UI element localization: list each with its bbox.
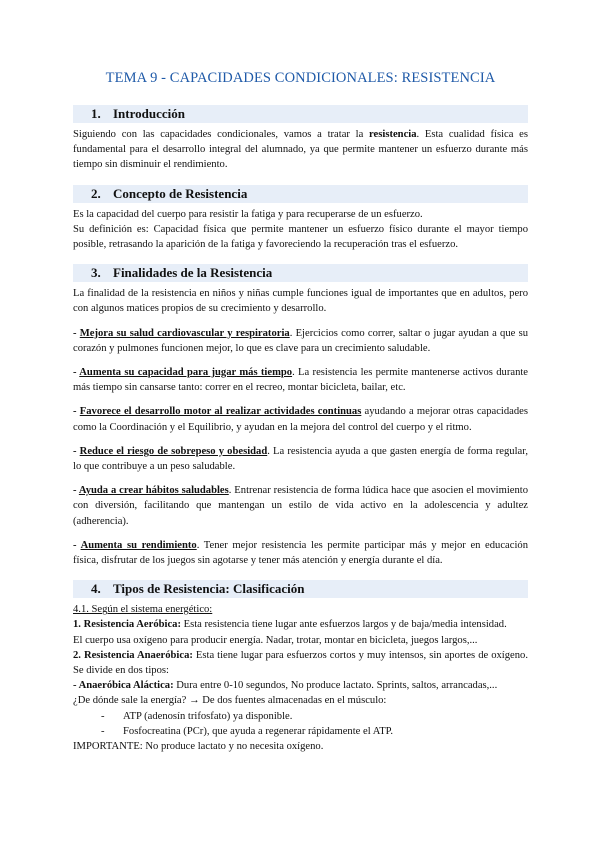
item-text: ayudando a mejorar otras capacidades como la Coordinación y el Equilibrio, y ayudan en la mejora del control del cuerpo y el ritmo. [73, 406, 528, 433]
paragraph [73, 617, 528, 632]
paragraph [73, 678, 528, 693]
list-item [73, 538, 528, 568]
subsection-title: 4.1. Según el sistema energético: [73, 604, 213, 616]
document-title: TEMA 9 - CAPACIDADES CONDICIONALES: RESISTENCIA [105, 70, 496, 86]
energy-sources-list [73, 709, 528, 739]
text-run: Dura entre 0-10 segundos, No produce lactato. Sprints, saltos, arrancadas,... [173, 680, 498, 692]
item-prefix: - [73, 539, 81, 551]
bold-term: resistencia [369, 129, 417, 140]
section-title: Tipos de Resistencia: Clasificación [113, 581, 305, 597]
section-number: 1. [91, 106, 101, 121]
list-item: - Fosfocreatina (PCr), que ayuda a regenerar rápidamente el ATP. [101, 724, 528, 739]
text-run: Esta tiene lugar para esfuerzos cortos y muy intensos, sin aportes de oxígeno. Se divide en dos tipos: [73, 649, 528, 677]
paragraph: Es la capacidad del cuerpo para resistir la fatiga y para recuperarse de un esfuerzo. [73, 208, 423, 220]
paragraph: El cuerpo usa oxígeno para producir energía. Nadar, trotar, montar en bicicleta, juegos largos,... [73, 634, 478, 646]
item-prefix: - [73, 485, 79, 497]
list-item [73, 404, 528, 434]
bold-term: Favorece el desarrollo motor al realizar actividades continuas [79, 406, 362, 418]
section-title: Introducción [113, 106, 185, 121]
paragraph: ¿De dónde sale la energía? → De dos fuentes almacenadas en el músculo: [73, 695, 387, 707]
item-prefix: - [73, 327, 80, 339]
bold-term: Mejora su salud cardiovascular y respiratoria [79, 327, 290, 339]
section-heading [73, 580, 528, 598]
section-heading [73, 185, 528, 203]
section-title: Finalidades de la Resistencia [113, 265, 273, 281]
section-number: 4. [91, 581, 101, 597]
list-item [73, 483, 528, 529]
bold-term: Aumenta su rendimiento [80, 539, 197, 551]
bold-term: - Anaeróbica Aláctica: [73, 680, 174, 692]
text-run: . Esta cualidad física es fundamental para el desarrollo integral del alumnado, ya que permite mantener un esfuerzo durante más tiempo sin disminuir el rendimiento. [73, 129, 528, 171]
bold-term: 1. Resistencia Aeróbica: [73, 619, 181, 631]
section-finalidades [73, 264, 528, 568]
section-number: 3. [91, 265, 101, 281]
bold-term: Ayuda a crear hábitos saludables [78, 485, 229, 497]
text-run: Siguiendo con las capacidades condicionales, vamos a tratar la [73, 129, 370, 140]
item-text: . La resistencia les permite mantenerse activos durante más tiempo sin cansarse tanto: correr en el recreo, montar bicicleta, bailar, etc. [73, 367, 529, 394]
paragraph [73, 648, 528, 678]
section-concepto [73, 185, 528, 253]
section-title: Concepto de Resistencia [113, 185, 248, 201]
section-number: 2. [91, 185, 101, 201]
item-text: . Entrenar resistencia de forma lúdica hace que asocien el movimiento con diversión, facilitando que mantengan un estilo de vida activo en la adolescencia y adultez (adherencia). [73, 485, 529, 527]
paragraph [73, 127, 528, 173]
section-heading [73, 105, 528, 123]
list-item: - ATP (adenosín trifosfato) ya disponible. [101, 709, 528, 724]
paragraph: La finalidad de la resistencia en niños y niñas cumple funciones igual de importantes que en adultos, pero con algunos matices propios de su crecimiento y desarrollo. [73, 288, 528, 315]
paragraph: Su definición es: Capacidad física que permite mantener un esfuerzo físico durante el mayor tiempo posible, retrasando la aparición de la fatiga y favoreciendo la recuperación tras el esfuerzo. [73, 223, 528, 251]
item-prefix: - [73, 406, 80, 418]
section-tipos [73, 580, 528, 754]
item-text: . La resistencia ayuda a que gasten energía de forma regular, lo que contribuye a un peso saludable. [73, 445, 528, 473]
item-text: . Tener mejor resistencia les permite participar más y mejor en educación física, disfrutar de los juegos sin agotarse y tener más atención y energía durante el día. [73, 539, 528, 567]
list-item [73, 444, 528, 474]
item-text: . Ejercicios como correr, saltar o jugar ayudan a que su corazón y pulmones funcionen mejor, lo que es clave para un crecimiento saludable. [73, 327, 529, 354]
bold-term: Reduce el riesgo de sobrepeso y obesidad [79, 445, 268, 457]
text-run: Esta resistencia tiene lugar ante esfuerzos largos y de baja/media intensidad. [180, 619, 507, 631]
section-introduccion [73, 105, 528, 173]
list-item [73, 365, 528, 395]
bold-term: 2. Resistencia Anaeróbica: [73, 649, 193, 661]
paragraph: IMPORTANTE: No produce lactato y no necesita oxígeno. [73, 741, 324, 753]
section-heading [73, 264, 528, 282]
bold-term: Aumenta su capacidad para jugar más tiempo [79, 367, 293, 379]
item-prefix: - [73, 367, 80, 379]
list-item [73, 326, 528, 356]
item-prefix: - [73, 445, 80, 457]
